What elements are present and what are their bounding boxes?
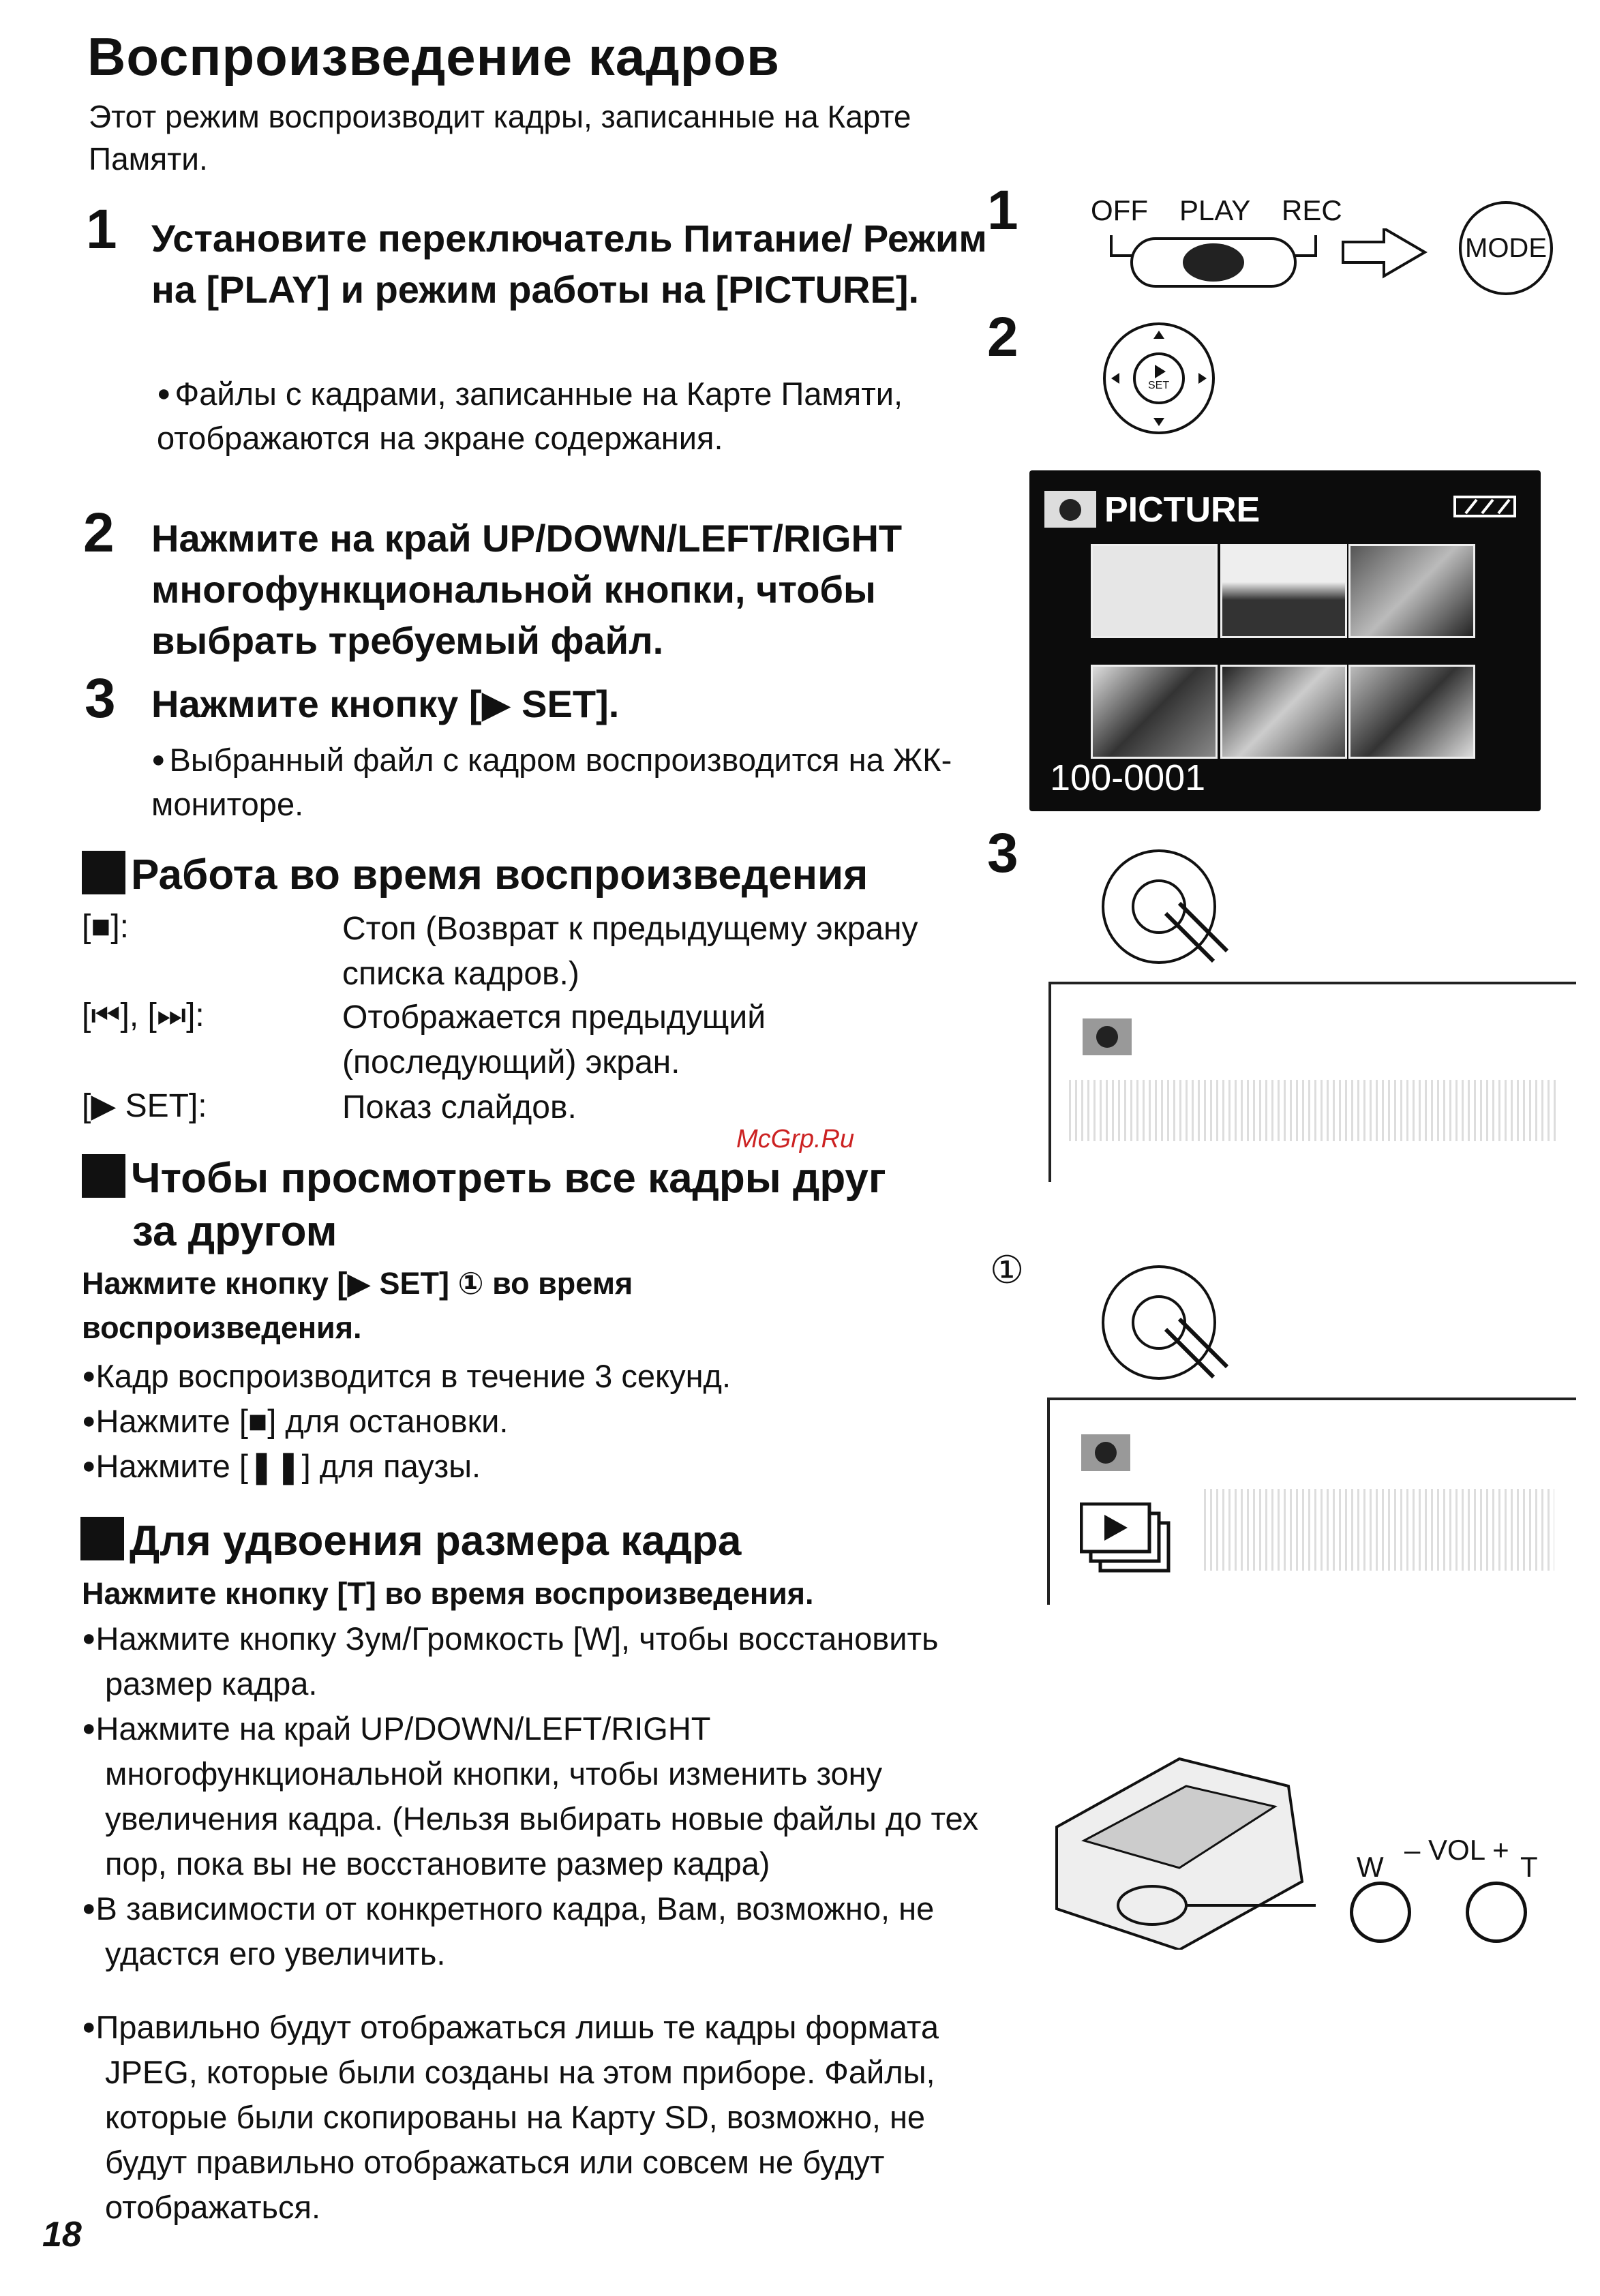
switch-rec-label: REC [1282, 194, 1342, 226]
screen-file-number: 100-0001 [1050, 757, 1206, 798]
step-2-number: 2 [83, 502, 115, 564]
slideshow-bullet-1-text: Кадр воспроизводится в течение 3 секунд. [95, 1358, 731, 1394]
lcd-picture-index-screen [1029, 470, 1541, 811]
section-zoom-sub: Нажмите кнопку [T] во время воспроизведения. [82, 1576, 814, 1611]
figure-step-1-number: 1 [987, 179, 1018, 241]
control-desc-skip: Отображается предыдущий (последующий) экран. [342, 999, 766, 1081]
slideshow-bullet-3-text: Нажмите [❚❚] для паузы. [95, 1448, 481, 1484]
w-label: W [1357, 1851, 1384, 1883]
slide-switch-icon [1091, 228, 1445, 290]
screen-mode-label: PICTURE [1104, 490, 1261, 530]
section-playback-title: Работа во время воспроизведения [131, 851, 869, 898]
section-slideshow-title-line2: за другом [132, 1208, 337, 1255]
slideshow-bullet-2-text: Нажмите [■] для остановки. [95, 1403, 509, 1439]
thumbnail-5[interactable] [1220, 665, 1347, 759]
faded-picture [1065, 1080, 1556, 1141]
step-1-bullet-text: Файлы с кадрами, записанные на Карте Памяти, отображаются на экране содержания. [157, 376, 903, 456]
camera-zoom-figure [1043, 1745, 1575, 1950]
t-label: T [1520, 1851, 1538, 1883]
camera-icon [1078, 1428, 1133, 1475]
step-3-heading: Нажмите кнопку [▶ SET]. [151, 682, 620, 725]
faded-picture [1200, 1489, 1554, 1571]
page-number: 18 [42, 2215, 82, 2254]
zoom-bullet-3: ●В зависимости от конкретного кадра, Вам, возможно, не удастся его увеличить. [82, 1890, 935, 1972]
slideshow-screen-panel [1047, 1398, 1576, 1605]
section-marker-icon [82, 851, 125, 894]
section-zoom-title: Для удвоения размера кадра [130, 1517, 742, 1565]
zoom-bullet-2-text: Нажмите на край UP/DOWN/LEFT/RIGHT многофункциональной кнопки, чтобы изменить зону увеличения кадра. (Нельзя выбирать новые файлы до тех пор, пока вы не восстановите размер кадра) [95, 1710, 979, 1882]
mode-button-label: MODE [1465, 232, 1547, 263]
slideshow-icon [1080, 1502, 1175, 1577]
mode-button-icon [1459, 201, 1553, 295]
camera-body-icon [1043, 1745, 1316, 1950]
jpeg-note: ●Правильно будут отображаться лишь те кадры формата JPEG, которые были созданы на этом приборе. Файлы, которые были скопированы на Карту SD, возможно, не будут правильно отображаться или совсем не будут отображаться. [82, 2009, 939, 2225]
step-1-bullet [157, 372, 907, 460]
intro-text: Этот режим воспроизводит кадры, записанные на Карте Памяти. [89, 99, 911, 177]
zoom-bullet-3-text: В зависимости от конкретного кадра, Вам, возможно, не удастся его увеличить. [95, 1890, 935, 1972]
playback-screen-panel [1048, 982, 1576, 1182]
zoom-w-button-icon [1350, 1882, 1411, 1943]
camera-icon [1080, 1012, 1134, 1059]
zoom-bullet-1-text: Нажмите кнопку Зум/Громкость [W], чтобы восстановить размер кадра. [95, 1620, 939, 1702]
control-desc-stop: Стоп (Возврат к предыдущему экрану списка кадров.) [342, 911, 918, 992]
section-zoom-heading [80, 1515, 980, 1568]
thumbnail-4[interactable] [1091, 665, 1218, 759]
finger-press-icon [1091, 839, 1234, 982]
section-slideshow-title-line1: Чтобы просмотреть все кадры друг [131, 1155, 886, 1202]
camera-icon [1043, 489, 1098, 529]
thumbnail-6[interactable] [1348, 665, 1475, 759]
zoom-t-button-icon [1466, 1882, 1527, 1943]
step-1-number: 1 [86, 198, 117, 260]
step-3-bullet-text: Выбранный файл с кадром воспроизводится на ЖК-мониторе. [151, 742, 952, 822]
circled-number-1: ① [990, 1248, 1025, 1291]
control-key-skip: [⏮], [⏭]: [82, 997, 205, 1033]
switch-off-label: OFF [1091, 194, 1148, 226]
step-3-bullet [151, 738, 956, 826]
switch-play-label: PLAY [1179, 194, 1251, 226]
control-key-stop: [■]: [82, 909, 129, 945]
section-marker-icon [82, 1154, 125, 1198]
control-key-set: [▶ SET]: [82, 1088, 207, 1124]
slideshow-button-press-figure [1091, 1254, 1234, 1398]
step-1-heading: Установите переключатель Питание/ Режим на [PLAY] и режим работы на [PICTURE]. [151, 217, 987, 311]
vol-label: – VOL + [1404, 1834, 1509, 1866]
power-mode-switch-figure [1091, 194, 1568, 290]
figure-step-2-number: 2 [987, 306, 1018, 368]
bullet-dot: ● [157, 380, 171, 406]
step-2-heading: Нажмите на край UP/DOWN/LEFT/RIGHT многофункциональной кнопки, чтобы выбрать требуемый файл. [151, 517, 903, 662]
slideshow-bullet-3: ●Нажмите [❚❚] для паузы. [82, 1448, 481, 1484]
slideshow-bullet-1: ●Кадр воспроизводится в течение 3 секунд. [82, 1358, 731, 1394]
watermark: McGrp.Ru [736, 1125, 855, 1153]
battery-icon [1452, 494, 1520, 519]
step-3-number: 3 [85, 667, 116, 729]
finger-press-icon [1091, 1254, 1234, 1398]
section-marker-icon [80, 1517, 124, 1560]
thumbnail-3[interactable] [1348, 544, 1475, 638]
bullet-dot: ● [151, 746, 166, 772]
thumbnail-2[interactable] [1220, 544, 1347, 638]
set-label: SET [1148, 380, 1170, 391]
set-button-press-figure [1091, 839, 1234, 982]
slideshow-bullet-2: ●Нажмите [■] для остановки. [82, 1403, 509, 1439]
control-desc-set: Показ слайдов. [342, 1089, 577, 1126]
figure-step-3-number: 3 [987, 822, 1018, 884]
section-playback-heading [82, 849, 982, 902]
multifunction-button-icon [1098, 317, 1220, 440]
section-slideshow-sub: Нажмите кнопку [▶ SET] ① во время воспроизведения. [82, 1266, 633, 1345]
jpeg-note-text: Правильно будут отображаться лишь те кадры формата JPEG, которые были созданы на этом приборе. Файлы, которые были скопированы на Карту SD, возможно, не будут правильно отображаться или совсем не будут отображаться. [95, 2009, 939, 2225]
zoom-bullet-2: ●Нажмите на край UP/DOWN/LEFT/RIGHT многофункциональной кнопки, чтобы изменить зону увеличения кадра. (Нельзя выбирать новые файлы до тех пор, пока вы не восстановите размер кадра) [82, 1710, 979, 1882]
section-slideshow-heading [82, 1152, 982, 1205]
thumbnail-1[interactable] [1091, 544, 1218, 638]
page-title: Воспроизведение кадров [87, 27, 780, 87]
joystick-icon [1098, 317, 1220, 440]
zoom-bullet-1: ●Нажмите кнопку Зум/Громкость [W], чтобы восстановить размер кадра. [82, 1620, 939, 1702]
